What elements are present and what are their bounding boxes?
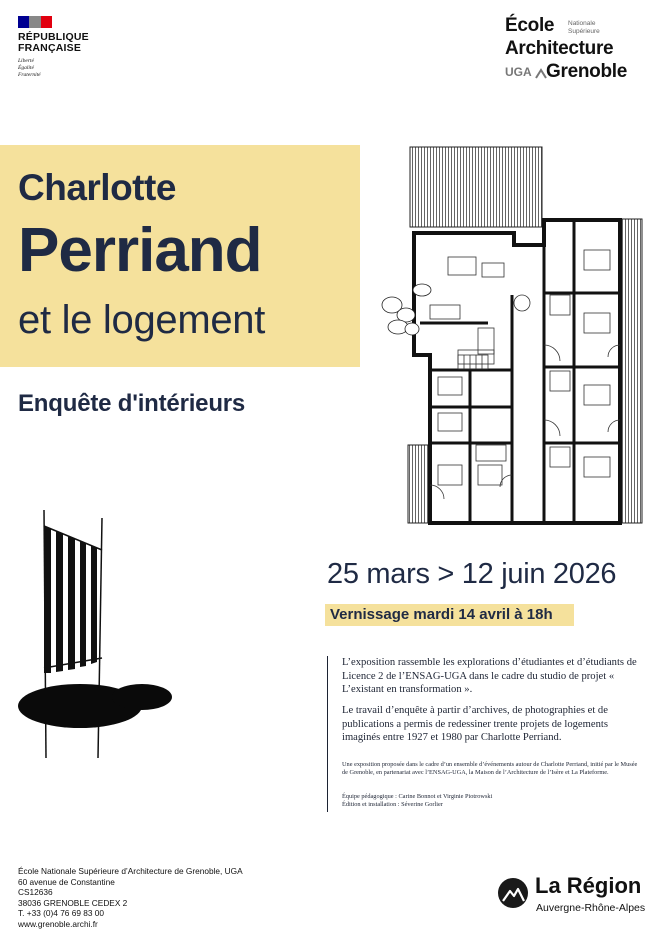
exhibition-dates: 25 mars > 12 juin 2026 [327, 558, 617, 590]
republic-name [18, 32, 89, 54]
motto-liberte: Liberté [18, 58, 34, 64]
republic-name-line2: FRANÇAISE [18, 42, 82, 54]
address-line-3: CS12636 [18, 887, 53, 898]
floor-plan-drawing [378, 145, 643, 530]
motto-fraternite: Fraternité [18, 72, 41, 78]
republic-name-line1: RÉPUBLIQUE [18, 31, 89, 43]
motto-egalite: Égalité [18, 65, 34, 71]
subtitle: Enquête d'intérieurs [18, 390, 246, 417]
school-word-grenoble: Grenoble [546, 61, 628, 82]
title-et-le-logement: et le logement [18, 298, 266, 342]
school-small-nationale: Nationale [568, 20, 596, 27]
team-line-2: Édition et installation : Séverine Gorlier [342, 801, 443, 808]
address-line-5: T. +33 (0)4 76 69 83 00 [18, 908, 105, 919]
marianne-logo-icon [18, 16, 52, 28]
republic-motto [18, 58, 41, 79]
body-paragraph-1: L’exposition rassemble les explorations d’étudiantes et d’étudiants de Licence 2 de l’ENSAG-UGA dans le cadre du studio de projet « L’existant en transformation ». [342, 657, 637, 696]
region-logo-icon [497, 877, 529, 909]
body-paragraph-2: Le travail d’enquête à partir d’archives, de photographies et de publications a permis de redessiner trente projets de logements imaginés entre 1927 et 1980 par Charlotte Perriand. [342, 705, 608, 744]
region-subtitle: Auvergne-Rhône-Alpes [536, 902, 646, 914]
title-perriand: Perriand [18, 216, 262, 285]
address-website[interactable]: www.grenoble.archi.fr [18, 918, 98, 929]
address-line-4: 38036 GRENOBLE CEDEX 2 [18, 897, 128, 908]
team-credits [342, 793, 642, 809]
credits-paragraph: Une exposition proposée dans le cadre d’un ensemble d’événements autour de Charlotte Perriand, initié par le Musée de Grenoble, en partenariat avec l’ENSAG-UGA, la Maison de l’Architecture de l’Isère et La Plateforme. [342, 761, 638, 776]
text-rule [327, 656, 328, 812]
region-name: La Région [535, 873, 642, 898]
address-line-2: 60 avenue de Constantine [18, 876, 115, 887]
school-small-superieure: Supérieure [568, 28, 600, 35]
opening-info: Vernissage mardi 14 avril à 18h [330, 606, 553, 623]
school-address [18, 866, 243, 930]
team-line-1: Équipe pédagogique : Carine Bonnot et Virginie Piotrowski [342, 793, 493, 800]
address-line-1: École Nationale Supérieure d’Architecture de Grenoble, UGA [18, 866, 243, 876]
sculpture-drawing [14, 508, 174, 778]
title-charlotte: Charlotte [18, 167, 176, 208]
school-uga: UGA [505, 65, 532, 79]
school-logo [505, 12, 655, 82]
school-word-ecole: École [505, 15, 555, 36]
school-word-architecture: Architecture [505, 38, 614, 59]
